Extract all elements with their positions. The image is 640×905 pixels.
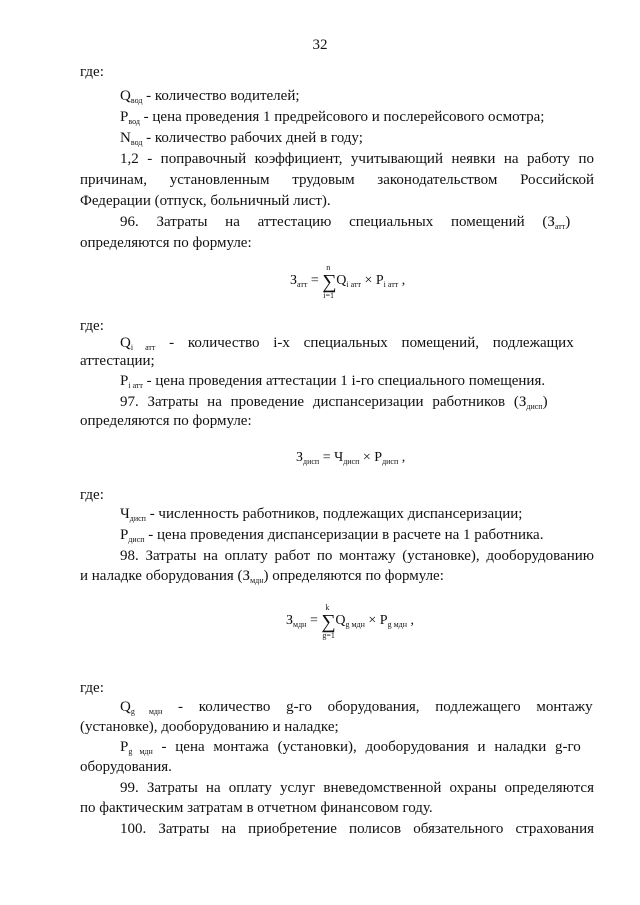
paragraph-heading: 99. Затраты на оплату услуг вневедомственной охраны определяются	[120, 780, 594, 796]
text-line: определяются по формуле:	[80, 413, 252, 429]
definition-line: $P_{вод}$ - цена проведения 1 предрейсового и послерейсового осмотра;	[120, 109, 545, 126]
text-line: аттестации;	[80, 353, 155, 369]
where-label: где:	[80, 487, 104, 503]
paragraph-heading: 100. Затраты на приобретение полисов обязательного страхования	[120, 821, 594, 837]
paragraph-heading: 98. Затраты на оплату работ по монтажу (установке), дооборудованию	[120, 548, 594, 564]
formula-dispanserization: $З_{дисп} = Ч_{дисп} \times P_{дисп}$ ,	[296, 450, 406, 466]
where-label: где:	[80, 680, 104, 696]
definition-line: $P_{i атт}$ - цена проведения аттестации 1 i-го специального помещения.	[120, 373, 546, 390]
text-line: оборудования.	[80, 759, 172, 775]
text-line: 1,2 - поправочный коэффициент, учитывающий неявки на работу по	[120, 151, 594, 167]
where-label: где:	[80, 318, 104, 334]
definition-line: $P_{g мдн}$ - цена монтажа (установки), дооборудования и наладки g-го	[120, 739, 581, 756]
text-line: причинам, установленным трудовым законодательством Российской	[80, 172, 594, 188]
where-label: где:	[80, 64, 104, 80]
definition-line: $Q_{g мдн}$ - количество g-го оборудования, подлежащего монтажу	[120, 699, 593, 716]
definition-line: $P_{дисп}$ - цена проведения диспансеризации в расчете на 1 работника.	[120, 527, 544, 544]
definition-line: $Q_{вод}$ - количество водителей;	[120, 88, 300, 105]
definition-line: $Ч_{дисп}$ - численность работников, подлежащих диспансеризации;	[120, 506, 523, 523]
text-line: определяются по формуле:	[80, 235, 252, 251]
text-line: (установке), дооборудованию и наладке;	[80, 719, 339, 735]
paragraph-heading: 97. Затраты на проведение диспансеризации работников $(З_{дисп})$	[120, 394, 548, 411]
definition-line: $N_{вод}$ - количество рабочих дней в году;	[120, 130, 363, 147]
text-line: Федерации (отпуск, больничный лист).	[80, 193, 331, 209]
formula-installation: $З_{мдн}$ = k ∑ g=1 $Q_{g мдн} \times P_{g мдн}$ ,	[286, 603, 414, 640]
text-line: и наладке оборудования $(З_{мдн})$ определяются по формуле:	[80, 568, 444, 585]
page-number: 32	[312, 37, 328, 53]
paragraph-heading: 96. Затраты на аттестацию специальных помещений $(З_{атт})$	[120, 214, 571, 231]
text-line: по фактическим затратам в отчетном финансовом году.	[80, 800, 433, 816]
definition-line: $Q_{i атт}$ - количество i-х специальных помещений, подлежащих	[120, 335, 574, 352]
formula-attestation: $З_{атт}$ = n ∑ i=1 $Q_{i атт} \times P_{i атт}$ ,	[290, 263, 406, 300]
